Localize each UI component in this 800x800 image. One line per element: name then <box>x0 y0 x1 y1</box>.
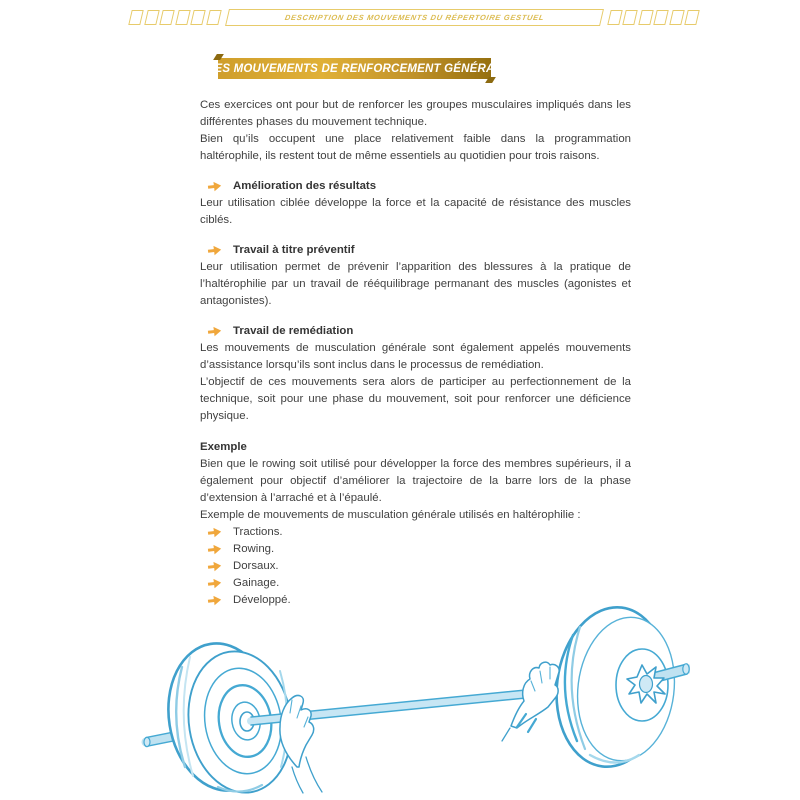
list-item <box>200 575 631 592</box>
page-content <box>200 97 631 609</box>
section-paragraph: L’objectif de ces mouvements sera alors de participer au perfectionnement de la technique, soit pour une phase du mouvement, soit pour renforcer une déficience physique. <box>200 376 631 422</box>
list-item <box>200 541 631 558</box>
section-heading-row <box>200 178 631 195</box>
arrow-bullet-icon <box>207 578 222 589</box>
list-item-label: Rowing. <box>233 543 275 555</box>
section-paragraph: Leur utilisation ciblée développe la force et la capacité de résistance des muscles ciblés. <box>200 197 631 226</box>
intro-paragraph-1: Ces exercices ont pour but de renforcer les groupes musculaires impliqués dans les différentes phases du mouvement technique. <box>200 99 631 128</box>
arrow-bullet-icon <box>207 544 222 555</box>
section-heading-row <box>200 323 631 340</box>
arrow-bullet-icon <box>207 561 222 572</box>
list-item-label: Développé. <box>233 594 291 606</box>
section-paragraph: Leur utilisation permet de prévenir l’apparition des blessures à la pratique de l’haltérophilie par un travail de rééquilibrage permanant des muscles (agonistes et antagonistes). <box>200 261 631 307</box>
list-item <box>200 558 631 575</box>
barbell-sketch-icon <box>130 595 690 800</box>
deco-square-icon <box>128 10 143 25</box>
header-deco-right <box>609 10 699 25</box>
section-title-banner <box>207 58 502 79</box>
list-item-label: Tractions. <box>233 526 283 538</box>
deco-square-icon <box>684 10 699 25</box>
deco-square-icon <box>175 10 190 25</box>
deco-square-icon <box>190 10 205 25</box>
arrow-bullet-icon <box>207 527 222 538</box>
deco-square-icon <box>206 10 221 25</box>
deco-square-icon <box>144 10 159 25</box>
arrow-bullet-icon <box>207 245 222 256</box>
section-heading: Amélioration des résultats <box>233 180 377 192</box>
section-travail-preventif <box>200 242 631 310</box>
deco-square-icon <box>622 10 637 25</box>
deco-square-icon <box>669 10 684 25</box>
section-amelioration-des-resultats <box>200 178 631 229</box>
header-title-box <box>225 9 604 26</box>
section-exemple <box>200 439 631 609</box>
section-heading-row <box>200 242 631 259</box>
list-item <box>200 524 631 541</box>
example-paragraph-2: Exemple de mouvements de musculation générale utilisés en haltérophilie : <box>200 509 581 521</box>
intro-paragraph-2: Bien qu’ils occupent une place relativement faible dans la programmation haltérophile, ils restent tout de même essentiels au quotidien pour trois raisons. <box>200 133 631 162</box>
list-item-label: Dorsaux. <box>233 560 279 572</box>
list-item-label: Gainage. <box>233 577 280 589</box>
deco-square-icon <box>159 10 174 25</box>
page-header <box>130 8 698 27</box>
example-heading: Exemple <box>200 441 247 453</box>
deco-square-icon <box>607 10 622 25</box>
deco-square-icon <box>653 10 668 25</box>
header-deco-left <box>130 10 220 25</box>
section-travail-remediation <box>200 323 631 425</box>
barbell-sketch-illustration <box>130 595 690 800</box>
deco-square-icon <box>638 10 653 25</box>
section-paragraph: Les mouvements de musculation générale sont également appelés mouvements d’assistance lorsqu’ils sont inclus dans le processus de remédiation. <box>200 342 631 371</box>
section-heading: Travail à titre préventif <box>233 244 355 256</box>
running-header-title: DESCRIPTION DES MOUVEMENTS DU RÉPERTOIRE GESTUEL <box>283 13 545 22</box>
example-paragraph-1: Bien que le rowing soit utilisé pour développer la force des membres supérieurs, il a également pour objectif d’améliorer la trajectoire de la barre lors de la phase d’extension à l’arraché et à l’épaulé. <box>200 458 631 504</box>
section-heading: Travail de remédiation <box>233 325 354 337</box>
section-title: LES MOUVEMENTS DE RENFORCEMENT GÉNÉRAL <box>207 62 502 75</box>
arrow-bullet-icon <box>207 326 222 337</box>
arrow-bullet-icon <box>207 181 222 192</box>
